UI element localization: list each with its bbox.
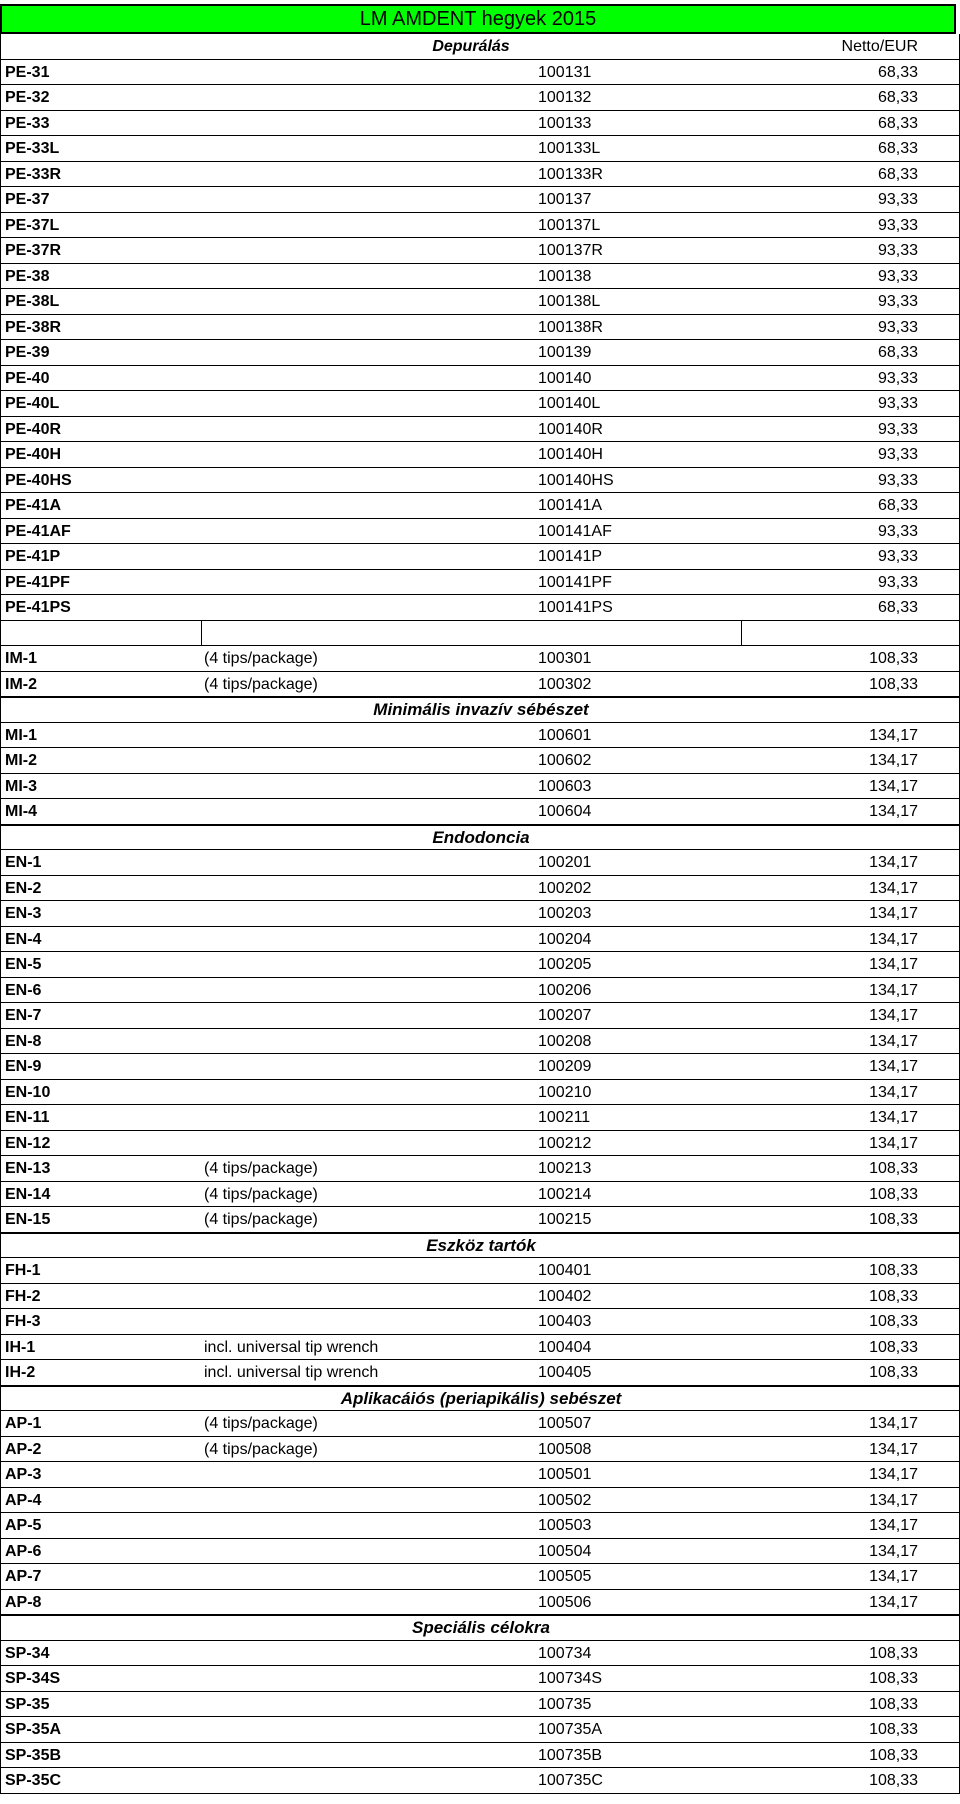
product-code: PE-41PS xyxy=(5,599,71,616)
net-price: 93,33 xyxy=(877,242,918,259)
article-number: 100211 xyxy=(538,1109,591,1126)
table-row xyxy=(1,136,960,162)
table-row xyxy=(1,1029,960,1055)
table-row xyxy=(1,1692,960,1718)
net-price: 134,17 xyxy=(869,1491,918,1509)
article-number: 100735C xyxy=(538,1772,603,1789)
net-price: 108,33 xyxy=(869,1185,918,1203)
net-price: 93,33 xyxy=(877,395,918,412)
table-row xyxy=(1,1641,960,1667)
table-row xyxy=(1,1564,960,1590)
table-row xyxy=(1,366,960,392)
section-row xyxy=(1,697,960,723)
table-row xyxy=(1,1768,960,1794)
product-note: (4 tips/package) xyxy=(204,650,318,667)
table-row xyxy=(1,799,960,825)
net-price: 68,33 xyxy=(877,599,918,616)
article-number: 100138 xyxy=(538,267,592,285)
table-row xyxy=(1,1717,960,1743)
section-title: Minimális invazív sébészet xyxy=(373,700,589,719)
table-row xyxy=(1,315,960,341)
article-number: 100141AF xyxy=(538,522,612,540)
article-number: 100139 xyxy=(538,344,592,361)
article-number: 100603 xyxy=(538,777,592,795)
product-code: IM-1 xyxy=(5,650,37,667)
table-row xyxy=(1,876,960,902)
article-number: 100132 xyxy=(538,89,592,106)
table-row xyxy=(1,570,960,596)
net-price: 108,33 xyxy=(869,1338,918,1356)
net-price: 134,17 xyxy=(869,1083,918,1101)
product-code: EN-13 xyxy=(5,1160,51,1177)
table-row xyxy=(1,723,960,749)
article-number: 100503 xyxy=(538,1517,592,1534)
product-code: SP-35C xyxy=(5,1772,62,1789)
table-row xyxy=(1,850,960,876)
product-note: incl. universal tip wrench xyxy=(204,1364,379,1381)
product-code: PE-31 xyxy=(5,63,50,81)
article-number: 100202 xyxy=(538,879,592,897)
net-price: 93,33 xyxy=(877,522,918,540)
table-row xyxy=(1,927,960,953)
product-code: EN-7 xyxy=(5,1007,42,1024)
net-price: 68,33 xyxy=(877,165,918,183)
table-row xyxy=(1,672,960,698)
article-number: 100207 xyxy=(538,1007,592,1024)
article-number: 100205 xyxy=(538,956,592,973)
product-code: EN-1 xyxy=(5,854,42,871)
article-number: 100209 xyxy=(538,1058,592,1075)
section-title: Speciális célokra xyxy=(412,1618,550,1637)
product-code: SP-35 xyxy=(5,1695,50,1713)
product-code: IH-1 xyxy=(5,1338,36,1356)
net-price: 68,33 xyxy=(877,497,918,514)
article-number: 100403 xyxy=(538,1313,592,1330)
net-price: 108,33 xyxy=(869,1772,918,1789)
cell-divider xyxy=(201,621,202,646)
net-price: 68,33 xyxy=(877,63,918,81)
net-price: 134,17 xyxy=(869,726,918,744)
net-price: 93,33 xyxy=(877,420,918,438)
section-header: Depurálás xyxy=(432,38,510,55)
section-row xyxy=(1,1386,960,1412)
table-row xyxy=(1,1335,960,1361)
table-row xyxy=(1,544,960,570)
product-code: FH-3 xyxy=(5,1313,41,1330)
article-number: 100137R xyxy=(538,242,603,259)
article-number: 100735 xyxy=(538,1695,592,1713)
table-row xyxy=(1,187,960,213)
product-code: PE-40HS xyxy=(5,471,72,489)
product-code: PE-41A xyxy=(5,497,62,514)
product-code: AP-7 xyxy=(5,1568,42,1585)
net-price: 108,33 xyxy=(869,1746,918,1764)
table-row xyxy=(1,417,960,443)
product-code: PE-33 xyxy=(5,114,50,132)
product-code: MI-1 xyxy=(5,726,37,744)
product-note: (4 tips/package) xyxy=(204,1440,318,1458)
table-row xyxy=(1,1666,960,1692)
net-price: 93,33 xyxy=(877,191,918,208)
net-price: 134,17 xyxy=(869,1542,918,1560)
net-price: 108,33 xyxy=(869,1287,918,1305)
article-number: 100138L xyxy=(538,293,601,310)
product-code: SP-34S xyxy=(5,1670,61,1687)
product-code: EN-14 xyxy=(5,1185,51,1203)
product-code: PE-41AF xyxy=(5,522,71,540)
net-price: 108,33 xyxy=(869,1211,918,1228)
table-row xyxy=(1,1360,960,1386)
article-number: 100138R xyxy=(538,318,603,336)
article-number: 100604 xyxy=(538,803,592,820)
net-price: 68,33 xyxy=(877,89,918,106)
product-code: EN-12 xyxy=(5,1134,51,1152)
article-number: 100734 xyxy=(538,1644,592,1662)
table-row xyxy=(1,264,960,290)
net-price: 134,17 xyxy=(869,1134,918,1152)
net-price: 134,17 xyxy=(869,1032,918,1050)
table-header-row xyxy=(1,34,960,60)
product-code: AP-3 xyxy=(5,1466,42,1483)
article-number: 100601 xyxy=(538,726,592,744)
product-code: AP-8 xyxy=(5,1593,42,1611)
product-code: AP-4 xyxy=(5,1491,42,1509)
table-row xyxy=(1,238,960,264)
net-price: 108,33 xyxy=(869,1670,918,1687)
net-price: 68,33 xyxy=(877,140,918,157)
product-code: PE-41PF xyxy=(5,573,70,591)
product-code: EN-3 xyxy=(5,905,42,922)
table-row xyxy=(1,493,960,519)
blank-row xyxy=(1,621,960,647)
article-number: 100141PF xyxy=(538,573,612,591)
net-price: 134,17 xyxy=(869,1593,918,1611)
net-price: 134,17 xyxy=(869,777,918,795)
product-code: EN-4 xyxy=(5,930,42,948)
table-row xyxy=(1,1207,960,1233)
net-price: 134,17 xyxy=(869,752,918,769)
net-price: 108,33 xyxy=(869,1644,918,1662)
article-number: 100131 xyxy=(538,63,592,81)
table-row xyxy=(1,1462,960,1488)
net-price: 108,33 xyxy=(869,1160,918,1177)
net-price: 134,17 xyxy=(869,854,918,871)
net-price: 93,33 xyxy=(877,548,918,565)
net-price: 134,17 xyxy=(869,879,918,897)
net-price: 108,33 xyxy=(869,1262,918,1279)
article-number: 100213 xyxy=(538,1160,592,1177)
product-code: AP-6 xyxy=(5,1542,42,1560)
net-price: 108,33 xyxy=(869,1364,918,1381)
product-code: AP-1 xyxy=(5,1415,42,1432)
net-price: 108,33 xyxy=(869,1313,918,1330)
table-row xyxy=(1,162,960,188)
table-row xyxy=(1,1513,960,1539)
page-title: LM AMDENT hegyek 2015 xyxy=(0,4,956,34)
net-price: 93,33 xyxy=(877,573,918,591)
article-number: 100140R xyxy=(538,420,603,438)
net-price: 108,33 xyxy=(869,675,918,693)
table-row xyxy=(1,1105,960,1131)
table-row xyxy=(1,595,960,621)
article-number: 100133 xyxy=(538,114,592,132)
article-number: 100504 xyxy=(538,1542,592,1560)
product-code: PE-41P xyxy=(5,548,61,565)
table-body xyxy=(1,60,960,1794)
table-row xyxy=(1,1539,960,1565)
product-code: PE-38 xyxy=(5,267,50,285)
article-number: 100140L xyxy=(538,395,601,412)
article-number: 100133R xyxy=(538,165,603,183)
article-number: 100203 xyxy=(538,905,592,922)
net-price: 93,33 xyxy=(877,471,918,489)
net-price: 93,33 xyxy=(877,267,918,285)
table-row xyxy=(1,1309,960,1335)
article-number: 100302 xyxy=(538,675,592,693)
table-row xyxy=(1,468,960,494)
net-price: 93,33 xyxy=(877,318,918,336)
product-code: SP-35A xyxy=(5,1721,62,1738)
cell-divider xyxy=(741,621,742,646)
product-note: (4 tips/package) xyxy=(204,1185,318,1203)
article-number: 100208 xyxy=(538,1032,592,1050)
product-note: incl. universal tip wrench xyxy=(204,1338,379,1356)
table-row xyxy=(1,213,960,239)
table-row xyxy=(1,340,960,366)
price-column-header: Netto/EUR xyxy=(841,38,918,55)
section-row xyxy=(1,1615,960,1641)
net-price: 134,17 xyxy=(869,1440,918,1458)
net-price: 134,17 xyxy=(869,1415,918,1432)
table-row xyxy=(1,1054,960,1080)
article-number: 100133L xyxy=(538,140,601,157)
section-row xyxy=(1,1233,960,1259)
net-price: 134,17 xyxy=(869,1007,918,1024)
product-code: EN-11 xyxy=(5,1109,50,1126)
price-sheet xyxy=(0,4,960,1794)
net-price: 108,33 xyxy=(869,650,918,667)
article-number: 100404 xyxy=(538,1338,592,1356)
article-number: 100501 xyxy=(538,1466,592,1483)
table-row xyxy=(1,748,960,774)
product-code: PE-40H xyxy=(5,446,62,463)
article-number: 100602 xyxy=(538,752,592,769)
net-price: 134,17 xyxy=(869,981,918,999)
product-code: EN-9 xyxy=(5,1058,42,1075)
table-row xyxy=(1,1590,960,1616)
product-code: FH-1 xyxy=(5,1262,41,1279)
net-price: 134,17 xyxy=(869,1517,918,1534)
product-code: EN-6 xyxy=(5,981,42,999)
product-code: PE-39 xyxy=(5,344,50,361)
table-row xyxy=(1,1156,960,1182)
product-code: PE-37R xyxy=(5,242,62,259)
product-code: PE-40 xyxy=(5,369,50,387)
section-title: Endodoncia xyxy=(432,827,530,847)
product-code: EN-10 xyxy=(5,1083,51,1101)
net-price: 134,17 xyxy=(869,905,918,922)
article-number: 100141A xyxy=(538,497,603,514)
net-price: 93,33 xyxy=(877,369,918,387)
net-price: 134,17 xyxy=(869,1466,918,1483)
table-row xyxy=(1,1437,960,1463)
product-code: SP-34 xyxy=(5,1644,50,1662)
product-note: (4 tips/package) xyxy=(204,675,318,693)
article-number: 100212 xyxy=(538,1134,592,1152)
table-row xyxy=(1,1411,960,1437)
table-row xyxy=(1,1003,960,1029)
net-price: 134,17 xyxy=(869,1568,918,1585)
article-number: 100141P xyxy=(538,548,603,565)
table-row xyxy=(1,646,960,672)
product-note: (4 tips/package) xyxy=(204,1211,318,1228)
net-price: 108,33 xyxy=(869,1695,918,1713)
product-code: PE-40L xyxy=(5,395,60,412)
article-number: 100141PS xyxy=(538,599,613,616)
product-code: PE-37L xyxy=(5,216,60,234)
article-number: 100301 xyxy=(538,650,592,667)
article-number: 100734S xyxy=(538,1670,603,1687)
table-row xyxy=(1,1258,960,1284)
article-number: 100735A xyxy=(538,1721,603,1738)
product-code: MI-4 xyxy=(5,803,37,820)
article-number: 100506 xyxy=(538,1593,592,1611)
product-code: PE-38R xyxy=(5,318,62,336)
table-row xyxy=(1,85,960,111)
product-code: FH-2 xyxy=(5,1287,41,1305)
section-title: Eszköz tartók xyxy=(426,1235,536,1255)
table-row xyxy=(1,1488,960,1514)
article-number: 100137L xyxy=(538,216,601,234)
table-row xyxy=(1,774,960,800)
table-row xyxy=(1,391,960,417)
product-code: EN-15 xyxy=(5,1211,51,1228)
net-price: 134,17 xyxy=(869,930,918,948)
product-code: EN-8 xyxy=(5,1032,42,1050)
net-price: 134,17 xyxy=(869,1058,918,1075)
article-number: 100140 xyxy=(538,369,592,387)
product-code: AP-5 xyxy=(5,1517,42,1534)
article-number: 100140HS xyxy=(538,471,614,489)
article-number: 100210 xyxy=(538,1083,592,1101)
product-code: PE-33R xyxy=(5,165,62,183)
net-price: 134,17 xyxy=(869,956,918,973)
article-number: 100507 xyxy=(538,1415,592,1432)
product-code: MI-2 xyxy=(5,752,37,769)
product-code: PE-38L xyxy=(5,293,60,310)
product-code: PE-40R xyxy=(5,420,62,438)
table-row xyxy=(1,1131,960,1157)
price-table xyxy=(0,34,960,1794)
table-row xyxy=(1,1080,960,1106)
section-title: Aplikacáiós (periapikális) sebészet xyxy=(340,1388,622,1408)
article-number: 100214 xyxy=(538,1185,592,1203)
article-number: 100215 xyxy=(538,1211,592,1228)
product-code: IM-2 xyxy=(5,675,37,693)
article-number: 100402 xyxy=(538,1287,592,1305)
article-number: 100206 xyxy=(538,981,592,999)
article-number: 100502 xyxy=(538,1491,592,1509)
product-code: MI-3 xyxy=(5,777,37,795)
article-number: 100204 xyxy=(538,930,592,948)
product-note: (4 tips/package) xyxy=(204,1415,318,1432)
table-row xyxy=(1,978,960,1004)
product-code: IH-2 xyxy=(5,1364,36,1381)
article-number: 100405 xyxy=(538,1364,592,1381)
net-price: 68,33 xyxy=(877,114,918,132)
table-row xyxy=(1,952,960,978)
product-code: SP-35B xyxy=(5,1746,62,1764)
product-code: EN-5 xyxy=(5,956,42,973)
product-code: PE-37 xyxy=(5,191,50,208)
net-price: 108,33 xyxy=(869,1721,918,1738)
net-price: 93,33 xyxy=(877,293,918,310)
net-price: 93,33 xyxy=(877,446,918,463)
product-code: PE-32 xyxy=(5,89,50,106)
product-code: EN-2 xyxy=(5,879,42,897)
table-row xyxy=(1,111,960,137)
article-number: 100137 xyxy=(538,191,592,208)
article-number: 100201 xyxy=(538,854,592,871)
table-row xyxy=(1,1743,960,1769)
article-number: 100508 xyxy=(538,1440,592,1458)
table-row xyxy=(1,1284,960,1310)
section-row xyxy=(1,825,960,851)
product-note: (4 tips/package) xyxy=(204,1160,318,1177)
net-price: 68,33 xyxy=(877,344,918,361)
table-row xyxy=(1,442,960,468)
article-number: 100735B xyxy=(538,1746,603,1764)
net-price: 134,17 xyxy=(869,803,918,820)
article-number: 100140H xyxy=(538,446,603,463)
net-price: 134,17 xyxy=(869,1109,918,1126)
net-price: 93,33 xyxy=(877,216,918,234)
table-row xyxy=(1,901,960,927)
table-row xyxy=(1,519,960,545)
article-number: 100401 xyxy=(538,1262,592,1279)
table-row xyxy=(1,289,960,315)
article-number: 100505 xyxy=(538,1568,592,1585)
product-code: PE-33L xyxy=(5,140,60,157)
table-row xyxy=(1,60,960,86)
table-row xyxy=(1,1182,960,1208)
product-code: AP-2 xyxy=(5,1440,42,1458)
